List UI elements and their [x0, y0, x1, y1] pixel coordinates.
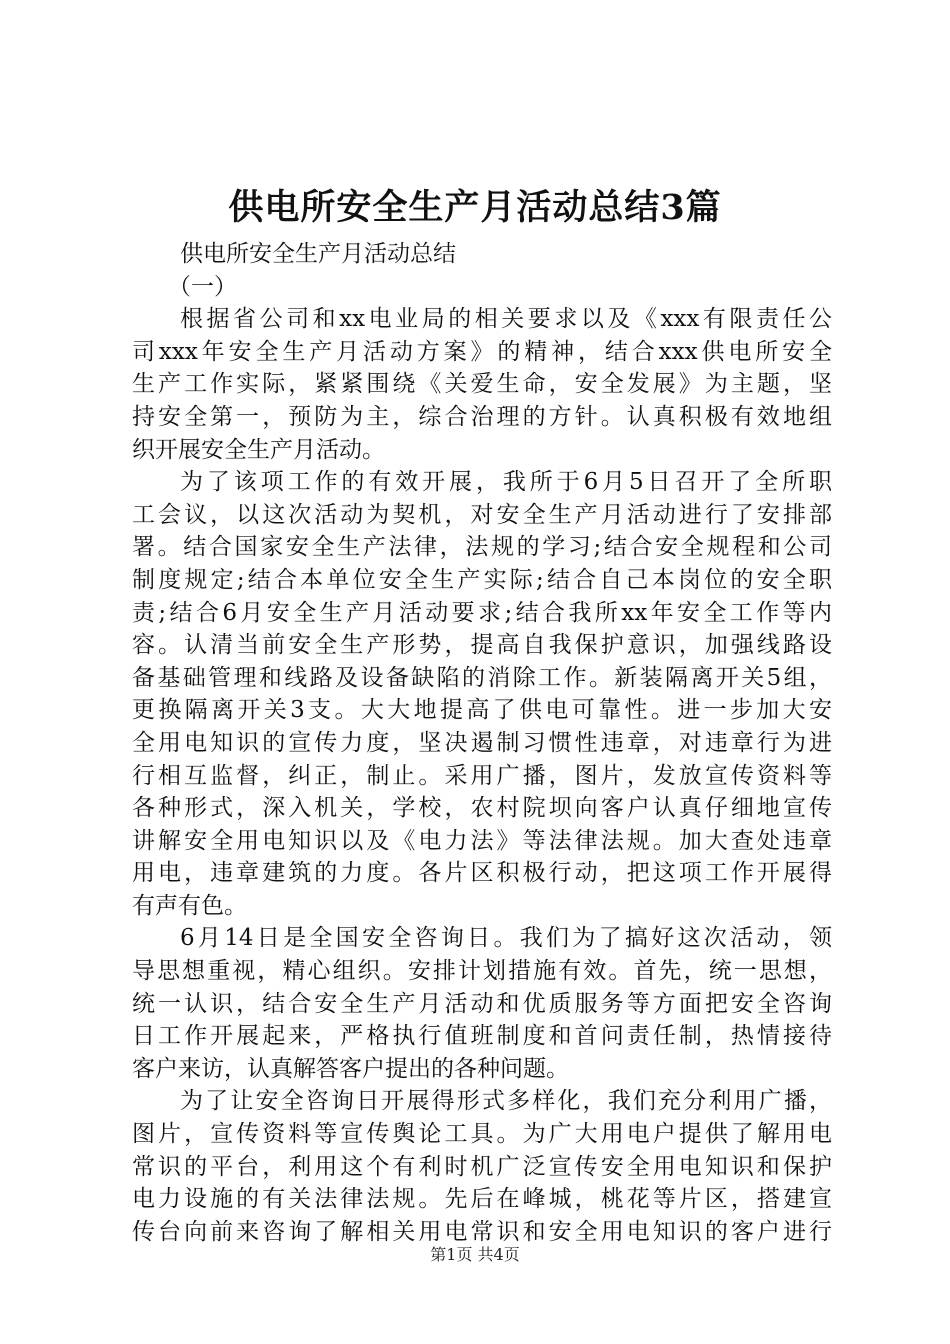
paragraph	[132, 466, 832, 922]
text-line: 日工作开展起来，严格执行值班制度和首问责任制，热情接待	[132, 1023, 832, 1050]
paragraph	[132, 1085, 832, 1248]
text-line: 客户来访，认真解答客户提出的各种问题。	[132, 1055, 569, 1082]
document-title: 供电所安全生产月活动总结3篇	[228, 187, 722, 228]
text-line: 为了该项工作的有效开展，我所于6月5日召开了全所职	[180, 469, 832, 496]
text-line: 全用电知识的宣传力度，坚决遏制习惯性违章，对违章行为进	[132, 729, 832, 756]
text-line: 6月14日是全国安全咨询日。我们为了搞好这次活动，领	[180, 925, 832, 952]
text-line: 持安全第一，预防为主，综合治理的方针。认真积极有效地组	[132, 403, 832, 430]
text-line: 电力设施的有关法律法规。先后在峰城，桃花等片区，搭建宣	[132, 1186, 832, 1213]
text-line: 根据省公司和xx电业局的相关要求以及《xxx有限责任公	[180, 306, 832, 333]
text-line: 制度规定;结合本单位安全生产实际;结合自己本岗位的安全职	[132, 566, 832, 593]
text-line: 署。结合国家安全生产法律，法规的学习;结合安全规程和公司	[132, 534, 832, 561]
text-line: 工会议，以这次活动为契机，对安全生产月活动进行了安排部	[132, 501, 832, 528]
text-line: 讲解安全用电知识以及《电力法》等法律法规。加大查处违章	[132, 827, 832, 854]
text-line: 生产工作实际，紧紧围绕《关爱生命，安全发展》为主题，坚	[132, 371, 832, 398]
document-subtitle: 供电所安全生产月活动总结	[180, 241, 456, 267]
text-line: 为了让安全咨询日开展得形式多样化，我们充分利用广播，	[180, 1088, 832, 1115]
text-line: 织开展安全生产月活动。	[132, 436, 385, 463]
text-line: 常识的平台，利用这个有利时机广泛宣传安全用电知识和保护	[132, 1153, 832, 1180]
text-line: 有声有色。	[132, 892, 247, 919]
text-line: 用电，违章建筑的力度。各片区积极行动，把这项工作开展得	[132, 860, 832, 887]
text-line: 各种形式，深入机关，学校，农村院坝向客户认真仔细地宣传	[132, 795, 832, 822]
page-footer: 第1页 共4页	[430, 1245, 520, 1264]
paragraph	[132, 303, 832, 466]
section-marker: （一）	[168, 273, 237, 300]
text-line: 统一认识，结合安全生产月活动和优质服务等方面把安全咨询	[132, 990, 832, 1017]
text-line: 图片，宣传资料等宣传舆论工具。为广大用电户提供了解用电	[132, 1121, 832, 1148]
text-line: 行相互监督，纠正，制止。采用广播，图片，发放宣传资料等	[132, 762, 832, 789]
text-line: 司xxx年安全生产月活动方案》的精神，结合xxx供电所安全	[132, 338, 832, 365]
paragraph	[132, 922, 832, 1085]
text-line: 导思想重视，精心组织。安排计划措施有效。首先，统一思想，	[132, 958, 832, 985]
text-line: 责;结合6月安全生产月活动要求;结合我所xx年安全工作等内	[132, 599, 832, 626]
text-line: 传台向前来咨询了解相关用电常识和安全用电知识的客户进行	[132, 1218, 832, 1245]
text-line: 备基础管理和线路及设备缺陷的消除工作。新装隔离开关5组，	[132, 664, 832, 691]
text-line: 容。认清当前安全生产形势，提高自我保护意识，加强线路设	[132, 632, 832, 659]
document-body	[132, 238, 832, 1248]
text-line: 更换隔离开关3支。大大地提高了供电可靠性。进一步加大安	[132, 697, 832, 724]
